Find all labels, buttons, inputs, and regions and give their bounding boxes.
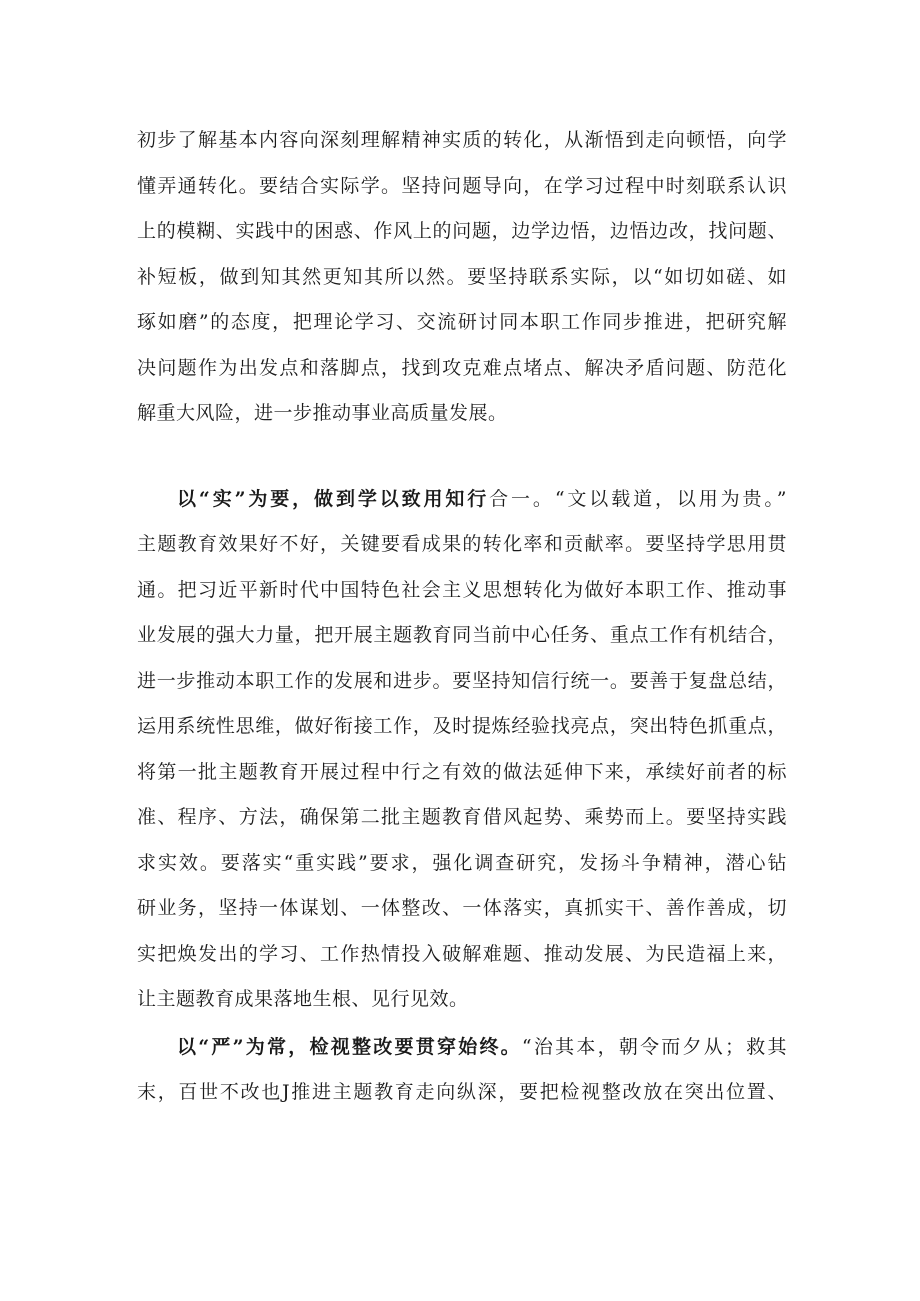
paragraph-heading: 以“实”为要，做到学以致用知行 xyxy=(177,487,490,510)
paragraph-line: 末，百世不改也J推进主题教育走向纵深，要把检视整改放在突出位置、 xyxy=(137,1081,787,1103)
paragraph-line: 琢如磨”的态度，把理论学习、交流研讨同本职工作同步推进，把研究解 xyxy=(137,311,787,333)
paragraph-2 xyxy=(137,477,787,1023)
document-body xyxy=(137,118,787,1116)
paragraph-1 xyxy=(137,118,787,437)
paragraph-line: 准、程序、方法，确保第二批主题教育借风起势、乘势而上。要坚持实践 xyxy=(137,806,787,828)
paragraph-heading: 以“严”为常，检视整改要贯穿始终。 xyxy=(177,1035,522,1058)
paragraph-line: 懂弄通转化。要结合实际学。坚持问题导向，在学习过程中时刻联系认识 xyxy=(137,174,787,197)
paragraph-line: 补短板，做到知其然更知其所以然。要坚持联系实际，以“如切如磋、如 xyxy=(137,265,787,288)
paragraph-line: 研业务，坚持一体谋划、一体整改、一体落实，真抓实干、善作善成，切 xyxy=(137,897,787,919)
paragraph-line: 将第一批主题教育开展过程中行之有效的做法延伸下来，承续好前者的标 xyxy=(137,760,787,783)
paragraph-line: 解重大风险，进一步推动事业高质量发展。 xyxy=(137,402,508,424)
paragraph-line: 实把焕发出的学习、工作热情投入破解难题、推动发展、为民造福上来， xyxy=(137,942,787,965)
paragraph-line: 业发展的强大力量，把开展主题教育同当前中心任务、重点工作有机结合， xyxy=(137,624,787,646)
paragraph-first-line xyxy=(137,1025,787,1071)
paragraph-line: 初步了解基本内容向深刻理解精神实质的转化，从渐悟到走向顿悟，向学 xyxy=(137,129,787,151)
paragraph-line: 进一步推动本职工作的发展和进步。要坚持知信行统一。要善于复盘总结， xyxy=(137,669,787,692)
paragraph-line: 通。把习近平新时代中国特色社会主义思想转化为做好本职工作、推动事 xyxy=(137,578,787,601)
paragraph-line: 上的模糊、实践中的困惑、作风上的问题，边学边悟，边悟边改，找问题、 xyxy=(137,220,787,242)
paragraph-line: 主题教育效果好不好，关键要看成果的转化率和贡献率。要坚持学思用贯 xyxy=(137,533,787,555)
paragraph-text: “治其本，朝令而夕从；救其 xyxy=(521,1035,788,1058)
paragraph-3 xyxy=(137,1025,787,1116)
paragraph-text: 合一。“文以载道，以用为贵。” xyxy=(489,487,787,510)
paragraph-line: 决问题作为出发点和落脚点，找到攻克难点堵点、解决矛盾问题、防范化 xyxy=(137,356,787,379)
paragraph-first-line xyxy=(137,477,787,523)
paragraph-line: 让主题教育成果落地生根、见行见效。 xyxy=(137,988,469,1010)
paragraph-line: 求实效。要落实“重实践”要求，强化调查研究，发扬斗争精神，潜心钻 xyxy=(137,851,787,874)
paragraph-line: 运用系统性思维，做好衔接工作，及时提炼经验找亮点，突出特色抓重点， xyxy=(137,715,787,737)
